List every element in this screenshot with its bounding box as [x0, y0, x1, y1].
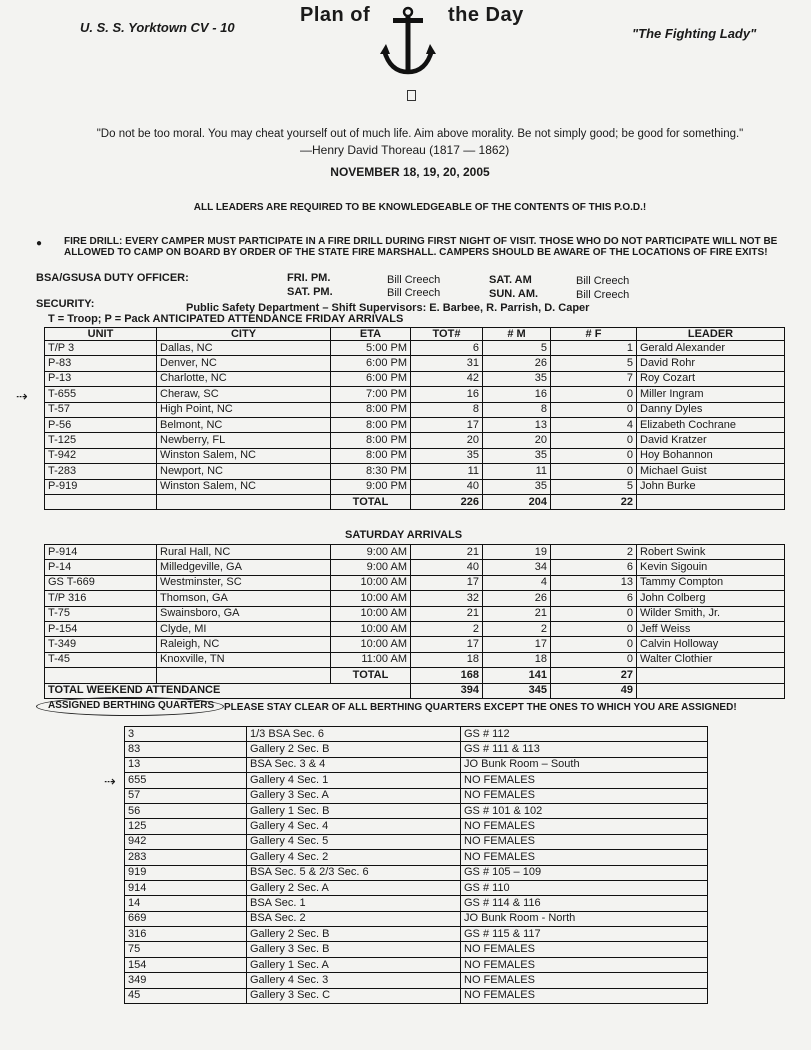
table-cell: 56: [125, 803, 247, 818]
table-cell: 10:00 AM: [331, 591, 411, 606]
total-value: 226: [411, 494, 483, 509]
table-cell: BSA Sec. 1: [247, 896, 461, 911]
table-cell: Robert Swink: [637, 545, 785, 560]
table-cell: 8:00 PM: [331, 433, 411, 448]
table-cell: BSA Sec. 2: [247, 911, 461, 926]
table-cell: GS # 111 & 113: [461, 742, 708, 757]
table-cell: 5: [551, 356, 637, 371]
table-cell: 16: [411, 387, 483, 402]
weekend-total-row: [45, 683, 785, 698]
table-cell: Miller Ingram: [637, 387, 785, 402]
table-cell: Jeff Weiss: [637, 621, 785, 636]
table-cell: Hoy Bohannon: [637, 448, 785, 463]
table-cell: Charlotte, NC: [157, 371, 331, 386]
table-cell: 6: [411, 341, 483, 356]
table-cell: Thomson, GA: [157, 591, 331, 606]
total-label: TOTAL: [331, 668, 411, 683]
table-cell: P-14: [45, 560, 157, 575]
table-cell: 11: [483, 464, 551, 479]
table-cell: Cheraw, SC: [157, 387, 331, 402]
table-cell: P-919: [45, 479, 157, 494]
table-cell: BSA Sec. 3 & 4: [247, 757, 461, 772]
table-cell: Elizabeth Cochrane: [637, 417, 785, 432]
table-cell: 8: [411, 402, 483, 417]
table-cell: 125: [125, 819, 247, 834]
table-cell: Walter Clothier: [637, 652, 785, 667]
arrow-icon: ⇢: [104, 773, 116, 789]
table-cell: 7:00 PM: [331, 387, 411, 402]
table-cell: 17: [411, 637, 483, 652]
duty-sat-am-officer: Bill Creech: [576, 275, 630, 287]
table-cell: 83: [125, 742, 247, 757]
table-cell: Newberry, FL: [157, 433, 331, 448]
total-label: TOTAL: [331, 494, 411, 509]
berthing-row: [125, 834, 708, 849]
table-cell: 32: [411, 591, 483, 606]
table-cell: Clyde, MI: [157, 621, 331, 636]
table-cell: Gallery 1 Sec. A: [247, 957, 461, 972]
table-cell: T/P 3: [45, 341, 157, 356]
table-cell: 13: [551, 575, 637, 590]
berthing-notice: PLEASE STAY CLEAR OF ALL BERTHING QUARTERS EXCEPT THE ONES TO WHICH YOU ARE ASSIGNED!: [224, 702, 737, 713]
table-cell: Denver, NC: [157, 356, 331, 371]
leaders-notice: ALL LEADERS ARE REQUIRED TO BE KNOWLEDGEABLE OF THE CONTENTS OF THIS P.O.D.!: [193, 202, 647, 213]
table-cell: Kevin Sigouin: [637, 560, 785, 575]
table-cell: T-283: [45, 464, 157, 479]
motto: "The Fighting Lady": [632, 26, 757, 41]
table-cell: GS # 112: [461, 727, 708, 742]
total-row: [45, 494, 785, 509]
table-cell: Rural Hall, NC: [157, 545, 331, 560]
table-cell: 11:00 AM: [331, 652, 411, 667]
table-cell: Gallery 4 Sec. 2: [247, 850, 461, 865]
table-cell: 0: [551, 464, 637, 479]
table-cell: 13: [125, 757, 247, 772]
berthing-row: [125, 757, 708, 772]
table-cell: P-83: [45, 356, 157, 371]
table-cell: GS # 105 – 109: [461, 865, 708, 880]
table-cell: 34: [483, 560, 551, 575]
table-cell: [637, 683, 785, 698]
table-cell: GS # 115 & 117: [461, 927, 708, 942]
table-cell: 154: [125, 957, 247, 972]
quote-text: "Do not be too moral. You may cheat yourself out of much life. Aim above morality. Be not simply good; be good for something.": [96, 128, 744, 140]
column-header: # F: [551, 328, 637, 341]
table-cell: 20: [483, 433, 551, 448]
table-cell: 11: [411, 464, 483, 479]
table-cell: [637, 668, 785, 683]
table-cell: 5: [483, 341, 551, 356]
table-cell: P-914: [45, 545, 157, 560]
table-cell: 8: [483, 402, 551, 417]
table-cell: Winston Salem, NC: [157, 479, 331, 494]
table-cell: 40: [411, 560, 483, 575]
total-value: 345: [483, 683, 551, 698]
table-row: [45, 371, 785, 386]
column-header: UNIT: [45, 328, 157, 341]
table-cell: Newport, NC: [157, 464, 331, 479]
table-cell: John Colberg: [637, 591, 785, 606]
table-cell: 942: [125, 834, 247, 849]
table-row: [45, 606, 785, 621]
berthing-row: [125, 973, 708, 988]
table-cell: 10:00 AM: [331, 575, 411, 590]
table-cell: NO FEMALES: [461, 788, 708, 803]
column-header: TOT#: [411, 328, 483, 341]
berthing-row: [125, 880, 708, 895]
table-cell: 40: [411, 479, 483, 494]
table-cell: 2: [411, 621, 483, 636]
table-cell: 18: [483, 652, 551, 667]
table-cell: Wilder Smith, Jr.: [637, 606, 785, 621]
table-cell: [45, 494, 157, 509]
table-cell: 57: [125, 788, 247, 803]
table-cell: 75: [125, 942, 247, 957]
table-cell: High Point, NC: [157, 402, 331, 417]
table-cell: T/P 316: [45, 591, 157, 606]
berthing-row: [125, 788, 708, 803]
table-cell: Swainsboro, GA: [157, 606, 331, 621]
table-cell: 16: [483, 387, 551, 402]
table-cell: 919: [125, 865, 247, 880]
table-cell: P-56: [45, 417, 157, 432]
table-cell: 0: [551, 433, 637, 448]
arrow-icon: ⇢: [16, 388, 28, 404]
table-cell: 45: [125, 988, 247, 1003]
table-cell: JO Bunk Room - North: [461, 911, 708, 926]
table-cell: Gallery 2 Sec. B: [247, 742, 461, 757]
table-cell: Westminster, SC: [157, 575, 331, 590]
berthing-title: ASSIGNED BERTHING QUARTERS: [48, 700, 215, 711]
column-header: LEADER: [637, 328, 785, 341]
table-cell: Danny Dyles: [637, 402, 785, 417]
table-cell: Dallas, NC: [157, 341, 331, 356]
table-cell: [157, 668, 331, 683]
table-cell: GS T-669: [45, 575, 157, 590]
table-cell: 2: [551, 545, 637, 560]
table-cell: 2: [483, 621, 551, 636]
total-row: [45, 668, 785, 683]
table-cell: Belmont, NC: [157, 417, 331, 432]
table-cell: Gallery 2 Sec. A: [247, 880, 461, 895]
ship-name: U. S. S. Yorktown CV - 10: [80, 20, 235, 35]
table-cell: NO FEMALES: [461, 988, 708, 1003]
table-cell: 17: [483, 637, 551, 652]
table-row: [45, 591, 785, 606]
column-header: ETA: [331, 328, 411, 341]
total-value: 22: [551, 494, 637, 509]
table-cell: 6: [551, 591, 637, 606]
berthing-row: [125, 742, 708, 757]
table-cell: Gallery 2 Sec. B: [247, 927, 461, 942]
table-cell: BSA Sec. 5 & 2/3 Sec. 6: [247, 865, 461, 880]
table-cell: 17: [411, 575, 483, 590]
berthing-row: [125, 988, 708, 1003]
table-cell: 0: [551, 621, 637, 636]
table-cell: 6: [551, 560, 637, 575]
table-cell: 6:00 PM: [331, 371, 411, 386]
duty-sun-am-officer: Bill Creech: [576, 289, 630, 301]
table-cell: [637, 494, 785, 509]
table-cell: 669: [125, 911, 247, 926]
table-cell: 0: [551, 652, 637, 667]
table-cell: T-75: [45, 606, 157, 621]
table-cell: 655: [125, 773, 247, 788]
title-left: Plan of: [300, 4, 371, 26]
table-cell: 42: [411, 371, 483, 386]
table-cell: 283: [125, 850, 247, 865]
duty-fri-pm-label: FRI. PM.: [287, 272, 331, 284]
table-cell: NO FEMALES: [461, 957, 708, 972]
table-cell: NO FEMALES: [461, 973, 708, 988]
table-cell: 20: [411, 433, 483, 448]
table-row: [45, 433, 785, 448]
table-cell: 4: [483, 575, 551, 590]
table-cell: T-125: [45, 433, 157, 448]
table-cell: 26: [483, 356, 551, 371]
table-cell: 21: [411, 606, 483, 621]
table-cell: NO FEMALES: [461, 819, 708, 834]
berthing-row: [125, 819, 708, 834]
table-cell: 0: [551, 402, 637, 417]
table-cell: Gallery 4 Sec. 3: [247, 973, 461, 988]
table-row: [45, 417, 785, 432]
table-row: [45, 448, 785, 463]
table-cell: 1: [551, 341, 637, 356]
table-cell: 17: [411, 417, 483, 432]
security-label: SECURITY:: [36, 298, 95, 310]
berthing-row: [125, 803, 708, 818]
table-cell: 35: [411, 448, 483, 463]
berthing-row: [125, 865, 708, 880]
table-cell: Winston Salem, NC: [157, 448, 331, 463]
table-cell: 5: [551, 479, 637, 494]
table-cell: 7: [551, 371, 637, 386]
table-cell: 349: [125, 973, 247, 988]
table-cell: John Burke: [637, 479, 785, 494]
table-cell: 18: [411, 652, 483, 667]
table-cell: 316: [125, 927, 247, 942]
table-cell: 35: [483, 448, 551, 463]
table-cell: NO FEMALES: [461, 834, 708, 849]
table-cell: 8:30 PM: [331, 464, 411, 479]
berthing-row: [125, 896, 708, 911]
table-cell: 0: [551, 387, 637, 402]
table-cell: 9:00 AM: [331, 545, 411, 560]
table-cell: 8:00 PM: [331, 448, 411, 463]
table-cell: T-655: [45, 387, 157, 402]
table-cell: NO FEMALES: [461, 850, 708, 865]
table-cell: 19: [483, 545, 551, 560]
table-cell: [157, 494, 331, 509]
table-cell: 4: [551, 417, 637, 432]
table-cell: 21: [411, 545, 483, 560]
duty-fri-pm-officer: Bill Creech: [387, 274, 441, 286]
table-cell: Gallery 4 Sec. 1: [247, 773, 461, 788]
friday-arrivals-table: [44, 327, 785, 510]
table-cell: 35: [483, 371, 551, 386]
table-cell: P-13: [45, 371, 157, 386]
berthing-row: [125, 911, 708, 926]
table-cell: Gallery 3 Sec. A: [247, 788, 461, 803]
title-right: the Day: [448, 4, 524, 26]
table-cell: David Kratzer: [637, 433, 785, 448]
table-row: [45, 464, 785, 479]
column-header: CITY: [157, 328, 331, 341]
duty-sat-pm-officer: Bill Creech: [387, 287, 441, 299]
placeholder-box-icon: [407, 90, 416, 101]
berthing-row: [125, 727, 708, 742]
table-row: [45, 545, 785, 560]
weekend-total-label: TOTAL WEEKEND ATTENDANCE: [45, 683, 411, 698]
berthing-row: [125, 927, 708, 942]
table-cell: 3: [125, 727, 247, 742]
table-cell: 914: [125, 880, 247, 895]
berthing-row: [125, 942, 708, 957]
table-row: [45, 621, 785, 636]
table-cell: Gallery 3 Sec. B: [247, 942, 461, 957]
table-cell: 0: [551, 606, 637, 621]
table-cell: 10:00 AM: [331, 606, 411, 621]
table-cell: 0: [551, 637, 637, 652]
table-cell: T-57: [45, 402, 157, 417]
table-cell: Tammy Compton: [637, 575, 785, 590]
table-cell: 14: [125, 896, 247, 911]
table-cell: JO Bunk Room – South: [461, 757, 708, 772]
table-cell: 26: [483, 591, 551, 606]
quote-author: —Henry David Thoreau (1817 — 1862): [300, 143, 510, 157]
total-value: 49: [551, 683, 637, 698]
duty-sat-am-label: SAT. AM: [489, 274, 532, 286]
table-row: [45, 652, 785, 667]
table-cell: 8:00 PM: [331, 402, 411, 417]
table-row: [45, 560, 785, 575]
anchor-icon: [380, 6, 436, 81]
table-cell: 9:00 PM: [331, 479, 411, 494]
table-cell: 1/3 BSA Sec. 6: [247, 727, 461, 742]
table-header-row: [45, 328, 785, 341]
table-row: [45, 479, 785, 494]
event-dates: NOVEMBER 18, 19, 20, 2005: [330, 165, 490, 179]
total-value: 27: [551, 668, 637, 683]
berthing-table: [124, 726, 708, 1004]
table-row: [45, 387, 785, 402]
table-cell: Milledgeville, GA: [157, 560, 331, 575]
table-cell: Gallery 3 Sec. C: [247, 988, 461, 1003]
bullet-icon: ●: [36, 238, 43, 249]
table-cell: 10:00 AM: [331, 637, 411, 652]
table-cell: 31: [411, 356, 483, 371]
table-cell: P-154: [45, 621, 157, 636]
table-row: [45, 402, 785, 417]
table-cell: 9:00 AM: [331, 560, 411, 575]
table-cell: Roy Cozart: [637, 371, 785, 386]
duty-sat-pm-label: SAT. PM.: [287, 286, 333, 298]
table-cell: GS # 101 & 102: [461, 803, 708, 818]
table-cell: 10:00 AM: [331, 621, 411, 636]
table-cell: David Rohr: [637, 356, 785, 371]
table-cell: T-45: [45, 652, 157, 667]
table-cell: 21: [483, 606, 551, 621]
table-cell: Knoxville, TN: [157, 652, 331, 667]
table-cell: NO FEMALES: [461, 942, 708, 957]
berthing-row: [125, 850, 708, 865]
total-value: 394: [411, 683, 483, 698]
duty-officer-label: BSA/GSUSA DUTY OFFICER:: [36, 272, 189, 284]
berthing-row: [125, 773, 708, 788]
column-header: # M: [483, 328, 551, 341]
table-cell: 6:00 PM: [331, 356, 411, 371]
table-cell: T-349: [45, 637, 157, 652]
table-row: [45, 356, 785, 371]
total-value: 141: [483, 668, 551, 683]
table-cell: GS # 114 & 116: [461, 896, 708, 911]
table-cell: 8:00 PM: [331, 417, 411, 432]
duty-sun-am-label: SUN. AM.: [489, 288, 539, 300]
table-cell: Calvin Holloway: [637, 637, 785, 652]
table-cell: Gerald Alexander: [637, 341, 785, 356]
table-cell: GS # 110: [461, 880, 708, 895]
table-cell: Raleigh, NC: [157, 637, 331, 652]
table-row: [45, 575, 785, 590]
total-value: 168: [411, 668, 483, 683]
saturday-arrivals-table: [44, 544, 785, 699]
total-value: 204: [483, 494, 551, 509]
table-cell: T-942: [45, 448, 157, 463]
berthing-row: [125, 957, 708, 972]
table-row: [45, 637, 785, 652]
table-cell: Gallery 4 Sec. 4: [247, 819, 461, 834]
table-cell: Gallery 1 Sec. B: [247, 803, 461, 818]
table-cell: 35: [483, 479, 551, 494]
attendance-legend: T = Troop; P = Pack ANTICIPATED ATTENDANCE FRIDAY ARRIVALS: [48, 313, 404, 325]
table-cell: Michael Guist: [637, 464, 785, 479]
table-cell: 13: [483, 417, 551, 432]
table-row: [45, 341, 785, 356]
table-cell: NO FEMALES: [461, 773, 708, 788]
table-cell: 5:00 PM: [331, 341, 411, 356]
table-cell: Gallery 4 Sec. 5: [247, 834, 461, 849]
security-text: Public Safety Department – Shift Supervisors: E. Barbee, R. Parrish, D. Caper: [186, 302, 590, 314]
table-cell: [45, 668, 157, 683]
saturday-heading: SATURDAY ARRIVALS: [345, 529, 463, 541]
table-cell: 0: [551, 448, 637, 463]
fire-drill-notice: FIRE DRILL: EVERY CAMPER MUST PARTICIPATE IN A FIRE DRILL DURING FIRST NIGHT OF VISIT. THOSE WHO DO NOT PARTICIPATE WILL NOT BE ALLOWED TO CAMP ON BOARD BY ORDER OF THE STATE FIRE MARSHALL. CAMPERS SHOULD BE AWARE OF THE LOCATIONS OF FIRE EXITS!: [64, 236, 778, 258]
